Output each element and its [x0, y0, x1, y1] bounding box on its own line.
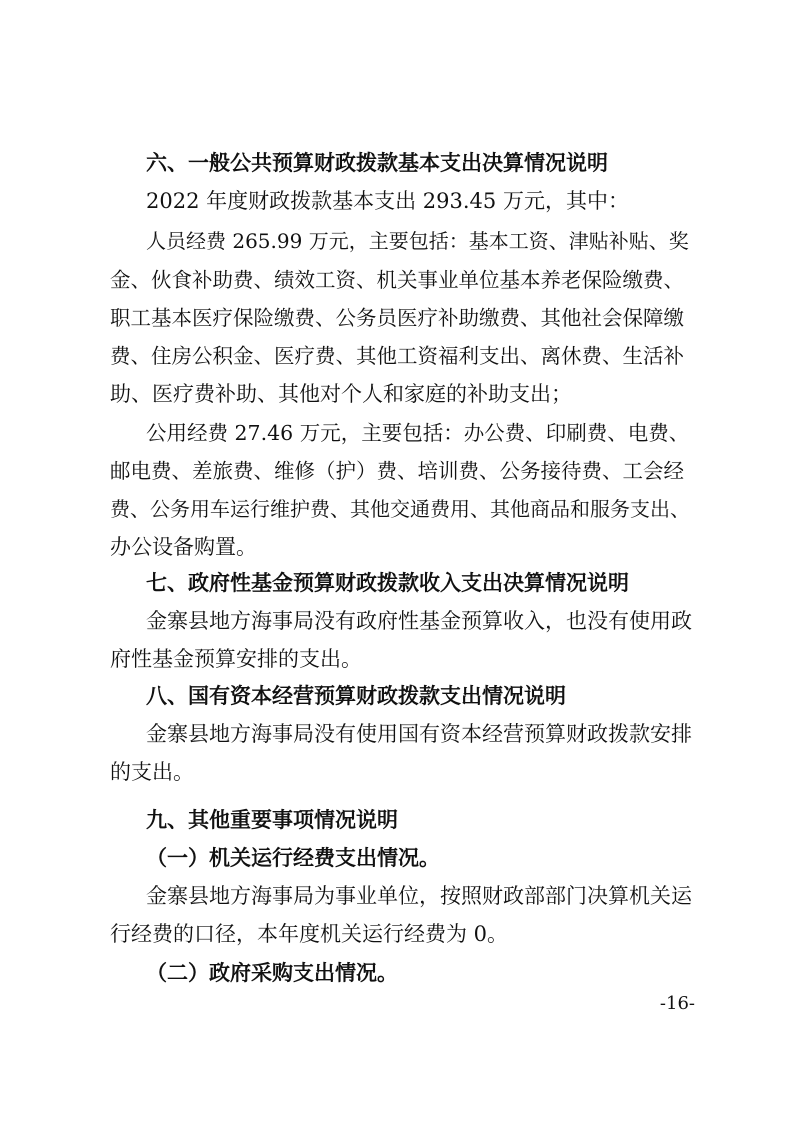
- paragraph-line: 公用经费 27.46 万元，主要包括：办公费、印刷费、电费、: [146, 421, 690, 445]
- paragraph-line: 金寨县地方海事局为事业单位，按照财政部部门决算机关运: [146, 884, 692, 908]
- paragraph-line: 金寨县地方海事局没有政府性基金预算收入，也没有使用政: [146, 609, 692, 633]
- section-heading-six: 六、一般公共预算财政拨款基本支出决算情况说明: [146, 151, 608, 175]
- paragraph-line: 邮电费、差旅费、维修（护）费、培训费、公务接待费、工会经: [110, 459, 684, 483]
- subsection-heading-one: （一）机关运行经费支出情况。: [146, 846, 440, 870]
- section-heading-nine: 九、其他重要事项情况说明: [146, 808, 398, 832]
- paragraph-line: 金、伙食补助费、绩效工资、机关事业单位基本养老保险缴费、: [110, 268, 684, 292]
- paragraph-line: 费、公务用车运行维护费、其他交通费用、其他商品和服务支出、: [110, 497, 690, 521]
- paragraph-line: 金寨县地方海事局没有使用国有资本经营预算财政拨款安排: [146, 722, 692, 746]
- paragraph-line: 2022 年度财政拨款基本支出 293.45 万元，其中：: [146, 189, 629, 213]
- paragraph-line: 职工基本医疗保险缴费、公务员医疗补助缴费、其他社会保障缴: [110, 306, 684, 330]
- subsection-heading-two: （二）政府采购支出情况。: [146, 961, 398, 985]
- paragraph-line: 府性基金预算安排的支出。: [110, 647, 362, 671]
- paragraph-line: 办公设备购置。: [110, 535, 257, 559]
- paragraph-line: 费、住房公积金、医疗费、其他工资福利支出、离休费、生活补: [110, 344, 684, 368]
- paragraph-line: 助、医疗费补助、其他对个人和家庭的补助支出；: [110, 382, 572, 406]
- paragraph-line: 的支出。: [110, 760, 194, 784]
- section-heading-seven: 七、政府性基金预算财政拨款收入支出决算情况说明: [146, 571, 629, 595]
- paragraph-line: 人员经费 265.99 万元，主要包括：基本工资、津贴补贴、奖: [146, 229, 689, 253]
- section-heading-eight: 八、国有资本经营预算财政拨款支出情况说明: [146, 684, 566, 708]
- paragraph-line: 行经费的口径，本年度机关运行经费为 0。: [110, 922, 509, 946]
- page-number: -16-: [659, 993, 695, 1014]
